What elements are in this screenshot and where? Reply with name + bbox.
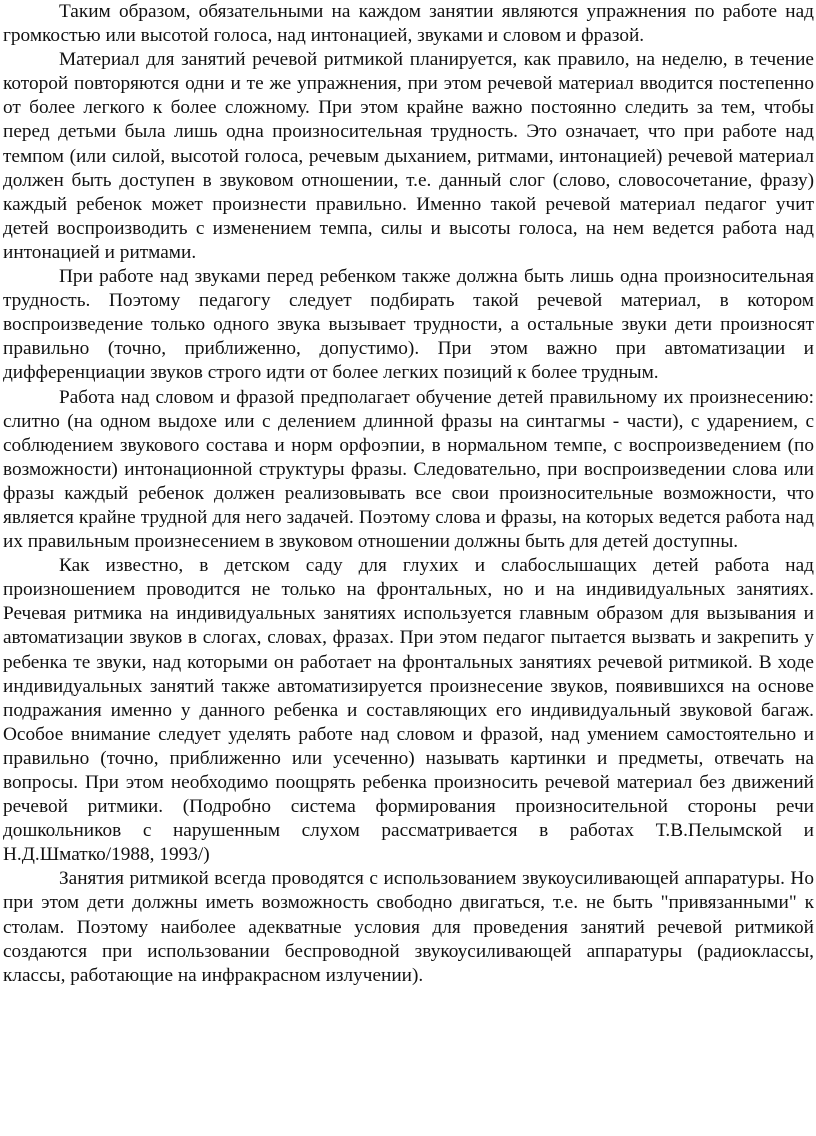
paragraph-individual-lessons: Как известно, в детском саду для глухих и слабослышащих детей работа над произношением проводится не только на фронтальных, но и на индивидуальных занятиях. Речевая ритмика на индивидуальных занятиях используется главным образом для вызывания и автоматизации звуков в слогах, словах, фразах. При этом педагог пытается вызвать и закрепить у ребенка те звуки, над которыми он работает на фронтальных занятиях речевой ритмикой. В ходе индивидуальных занятий также автоматизируется произнесение звуков, появившихся на основе подражания именно у данного ребенка и составляющих его индивидуальный звуковой багаж. Особое внимание следует уделять работе над словом и фразой, над умением самостоятельно и правильно (точно, приближенно или усеченно) называть картинки и предметы, отвечать на вопросы. При этом необходимо поощрять ребенка произносить речевой материал без движений речевой ритмики. (Подробно система формирования произносительной стороны речи дошкольников с нарушенным слухом рассматривается в работах Т.В.Пелымской и Н.Д.Шматко/1988, 1993/) — [3, 555, 814, 866]
paragraph-word-phrase-work: Работа над словом и фразой предполагает обучение детей правильному их произнесению: слитно (на одном выдохе или с делением длинной фразы на синтагмы - части), с ударением, с соблюдением звукового состава и норм орфоэпии, в нормальном темпе, с воспроизведением (по возможности) интонационной структуры фразы. Следовательно, при воспроизведении слова или фразы каждый ребенок должен реализовывать все свои произносительные возможности, что является крайне трудной для него задачей. Поэтому слова и фразы, на которых ведется работа над их правильным произнесением в звуковом отношении должны быть для детей доступны. — [3, 386, 814, 553]
paragraph-sound-equipment: Занятия ритмикой всегда проводятся с использованием звукоусиливающей аппаратуры. Но при этом дети должны иметь возможность свободно двигаться, т.е. не быть "привязанными" к столам. Поэтому наиболее адекватные условия для проведения занятий речевой ритмикой создаются при использовании беспроводной звукоусиливающей аппаратуры (радиоклассы, классы, работающие на инфракрасном излучении). — [3, 868, 814, 986]
paragraph-sounds-work: При работе над звуками перед ребенком также должна быть лишь одна произносительная трудность. Поэтому педагогу следует подбирать такой речевой материал, в котором воспроизведение только одного звука вызывает трудности, а остальные звуки дети произносят правильно (точно, приближенно, допустимо). При этом важно при автоматизации и дифференциации звуков строго идти от более легких позиций к более трудным. — [3, 266, 814, 384]
paragraph-exercises-summary: Таким образом, обязательными на каждом занятии являются упражнения по работе над громкостью или высотой голоса, над интонацией, звуками и словом и фразой. — [3, 1, 814, 47]
paragraph-material-planning: Материал для занятий речевой ритмикой планируется, как правило, на неделю, в течение которой повторяются одни и те же упражнения, при этом речевой материал вводится постепенно от более легкого к более сложному. При этом крайне важно постоянно следить за тем, чтобы перед детьми была лишь одна произносительная трудность. Это означает, что при работе над темпом (или силой, высотой голоса, речевым дыханием, ритмами, интонацией) речевой материал должен быть доступен в звуковом отношении, т.е. данный слог (слово, словосочетание, фразу) каждый ребенок может произнести правильно. Именно такой речевой материал педагог учит детей воспроизводить с изменением темпа, силы и высоты голоса, на нем ведется работа над интонацией и ритмами. — [3, 49, 814, 263]
